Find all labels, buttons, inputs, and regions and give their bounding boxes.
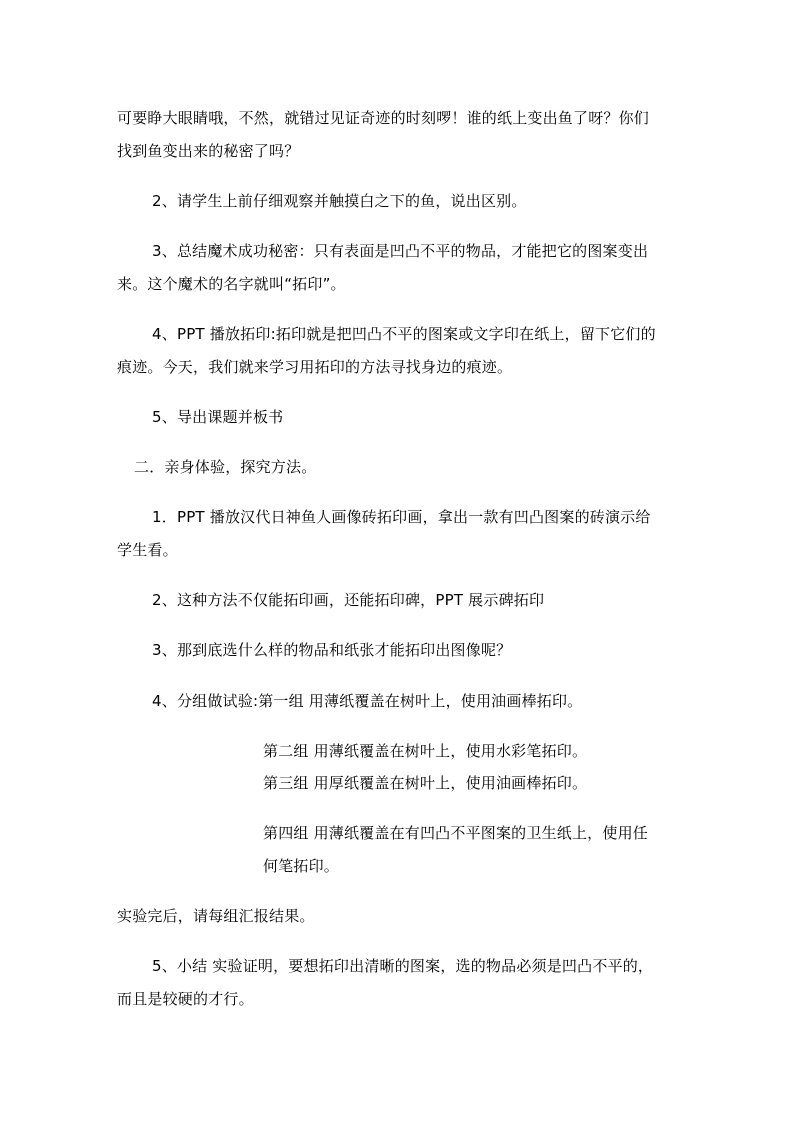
text-line: 来。这个魔术的名字就叫“拓印”。 [117, 275, 346, 293]
text-line: 找到鱼变出来的秘密了吗？ [117, 142, 300, 160]
text-line: 而且是较硬的才行。 [117, 990, 254, 1008]
text-line: 2、这种方法不仅能拓印画，还能拓印碑，PPT 展示碑拓印 [152, 591, 545, 609]
text-line: 何笔拓印。 [263, 857, 340, 875]
text-line: 第二组 用薄纸覆盖在树叶上，使用水彩笔拓印。 [263, 742, 588, 760]
text-line: 1．PPT 播放汉代日神鱼人画像砖拓印画，拿出一款有凹凸图案的砖演示给 [152, 508, 651, 526]
text-line: 2、请学生上前仔细观察并触摸白之下的鱼，说出区别。 [152, 192, 527, 210]
text-line: 学生看。 [117, 541, 178, 559]
section-heading: 二．亲身体验，探究方法。 [134, 458, 317, 476]
text-line: 第三组 用厚纸覆盖在树叶上，使用油画棒拓印。 [263, 774, 588, 792]
text-line: 5、小结 实验证明，要想拓印出清晰的图案，选的物品必须是凹凸不平的， [152, 957, 654, 975]
text-line: 痕迹。今天，我们就来学习用拓印的方法寻找身边的痕迹。 [117, 358, 513, 376]
text-line: 3、那到底选什么样的物品和纸张才能拓印出图像呢？ [152, 641, 512, 659]
text-line: 3、总结魔术成功秘密：只有表面是凹凸不平的物品，才能把它的图案变出 [152, 242, 649, 260]
text-line: 可要睁大眼睛哦，不然，就错过见证奇迹的时刻啰！谁的纸上变出鱼了呀？你们 [117, 109, 650, 127]
text-line: 5、导出课题并板书 [152, 408, 284, 426]
text-line: 4、PPT 播放拓印:拓印就是把凹凸不平的图案或文字印在纸上，留下它们的 [152, 325, 656, 343]
text-line: 第四组 用薄纸覆盖在有凹凸不平图案的卫生纸上，使用任 [263, 824, 648, 842]
text-line: 4、分组做试验:第一组 用薄纸覆盖在树叶上，使用油画棒拓印。 [152, 692, 583, 710]
text-line: 实验完后，请每组汇报结果。 [117, 907, 315, 925]
